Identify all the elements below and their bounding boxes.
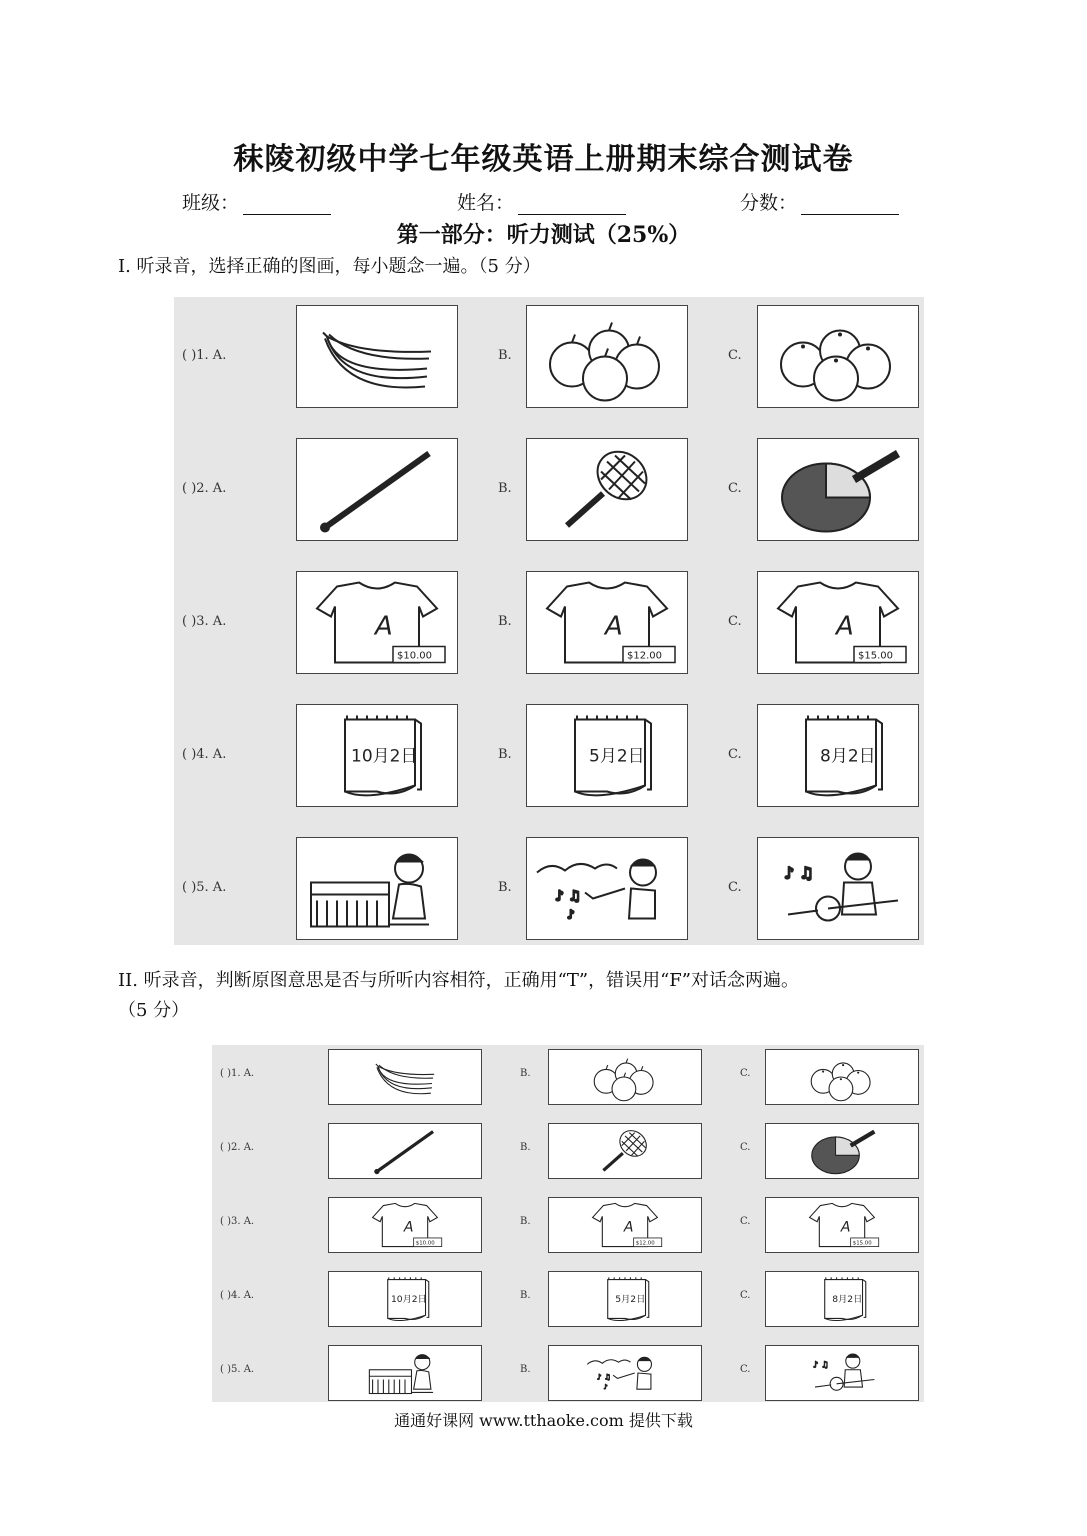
question-3-option-c-picture bbox=[765, 1197, 919, 1253]
name-label: 姓名： bbox=[457, 192, 515, 214]
svg-text:$12.00: $12.00 bbox=[635, 1240, 655, 1247]
svg-text:A: A bbox=[623, 1219, 634, 1236]
question-row-4 bbox=[212, 1271, 924, 1327]
question-2-option-a-label[interactable]: ( )2. A. bbox=[220, 1142, 255, 1153]
question-4-option-b-label: B. bbox=[498, 746, 512, 762]
question-5-option-a-picture bbox=[328, 1345, 482, 1401]
question-row-5 bbox=[174, 837, 924, 940]
question-4-option-b-picture bbox=[548, 1271, 702, 1327]
question-3-option-a-picture bbox=[296, 571, 458, 674]
question-5-option-c-label: C. bbox=[740, 1364, 751, 1375]
question-1-option-a-picture bbox=[296, 305, 458, 408]
svg-text:$10.00: $10.00 bbox=[397, 650, 432, 662]
question-row-3 bbox=[174, 571, 924, 674]
question-5-option-a-picture bbox=[296, 837, 458, 940]
question-3-option-c-label: C. bbox=[740, 1216, 751, 1227]
svg-text:8月2日: 8月2日 bbox=[832, 1294, 863, 1306]
question-4-option-c-label: C. bbox=[728, 746, 742, 762]
question-row-4 bbox=[174, 704, 924, 807]
question-1-option-a-picture bbox=[328, 1049, 482, 1105]
class-label: 班级： bbox=[182, 192, 240, 214]
question-4-option-c-picture bbox=[765, 1271, 919, 1327]
question-4-option-a-label[interactable]: ( )4. A. bbox=[220, 1290, 255, 1301]
question-5-option-b-picture bbox=[526, 837, 688, 940]
svg-text:A: A bbox=[836, 611, 854, 642]
svg-text:5月2日: 5月2日 bbox=[589, 746, 645, 767]
question-row-1 bbox=[174, 305, 924, 408]
svg-text:A: A bbox=[840, 1219, 851, 1236]
question-4-option-b-picture bbox=[526, 704, 688, 807]
svg-text:$10.00: $10.00 bbox=[415, 1240, 435, 1247]
question-row-1 bbox=[212, 1049, 924, 1105]
question-5-option-b-label: B. bbox=[520, 1364, 531, 1375]
question-3-option-b-label: B. bbox=[498, 613, 512, 629]
svg-text:10月2日: 10月2日 bbox=[390, 1294, 427, 1306]
svg-text:8月2日: 8月2日 bbox=[820, 746, 876, 767]
svg-text:♪ ♫: ♪ ♫ bbox=[596, 1372, 611, 1382]
question-4-option-a-picture bbox=[296, 704, 458, 807]
question-5-option-a-label[interactable]: ( )5. A. bbox=[182, 879, 227, 895]
name-blank[interactable] bbox=[518, 194, 626, 215]
score-blank[interactable] bbox=[801, 194, 899, 215]
listening-panel-1 bbox=[174, 297, 924, 945]
page-title: 秣陵初级中学七年级英语上册期末综合测试卷 bbox=[233, 142, 854, 177]
svg-text:5月2日: 5月2日 bbox=[615, 1294, 646, 1306]
question-1-option-b-label: B. bbox=[498, 347, 512, 363]
question-3-option-a-picture bbox=[328, 1197, 482, 1253]
question-4-option-b-label: B. bbox=[520, 1290, 531, 1301]
question-4-option-a-label[interactable]: ( )4. A. bbox=[182, 746, 227, 762]
question-1-option-b-picture bbox=[548, 1049, 702, 1105]
svg-text:$15.00: $15.00 bbox=[858, 650, 893, 662]
question-5-option-b-label: B. bbox=[498, 879, 512, 895]
question-2-option-b-label: B. bbox=[498, 480, 512, 496]
section-2-heading-line1: II. 听录音，判断原图意思是否与所听内容相符，正确用“T”，错误用“F”对话念两遍。 bbox=[118, 970, 799, 991]
question-3-option-b-picture bbox=[526, 571, 688, 674]
question-2-option-b-picture bbox=[526, 438, 688, 541]
question-1-option-b-label: B. bbox=[520, 1068, 531, 1079]
question-2-option-c-picture bbox=[765, 1123, 919, 1179]
question-3-option-a-label[interactable]: ( )3. A. bbox=[182, 613, 227, 629]
question-5-option-c-picture bbox=[765, 1345, 919, 1401]
name-field bbox=[457, 188, 626, 215]
student-info-row bbox=[0, 188, 1087, 218]
question-2-option-c-label: C. bbox=[740, 1142, 751, 1153]
question-2-option-a-label[interactable]: ( )2. A. bbox=[182, 480, 227, 496]
question-3-option-b-picture bbox=[548, 1197, 702, 1253]
listening-panel-2 bbox=[212, 1045, 924, 1402]
question-5-option-c-label: C. bbox=[728, 879, 742, 895]
question-2-option-b-label: B. bbox=[520, 1142, 531, 1153]
question-3-option-b-label: B. bbox=[520, 1216, 531, 1227]
question-2-option-c-label: C. bbox=[728, 480, 742, 496]
question-1-option-c-picture bbox=[765, 1049, 919, 1105]
svg-text:A: A bbox=[375, 611, 393, 642]
question-3-option-a-label[interactable]: ( )3. A. bbox=[220, 1216, 255, 1227]
score-field bbox=[740, 188, 899, 215]
question-row-2 bbox=[212, 1123, 924, 1179]
question-1-option-c-label: C. bbox=[728, 347, 742, 363]
question-4-option-c-label: C. bbox=[740, 1290, 751, 1301]
question-1-option-c-picture bbox=[757, 305, 919, 408]
svg-text:A: A bbox=[403, 1219, 414, 1236]
svg-text:10月2日: 10月2日 bbox=[351, 746, 418, 767]
question-1-option-b-picture bbox=[526, 305, 688, 408]
question-5-option-b-picture bbox=[548, 1345, 702, 1401]
question-4-option-a-picture bbox=[328, 1271, 482, 1327]
question-1-option-a-label[interactable]: ( )1. A. bbox=[182, 347, 227, 363]
question-row-2 bbox=[174, 438, 924, 541]
question-row-3 bbox=[212, 1197, 924, 1253]
svg-text:♪ ♫: ♪ ♫ bbox=[555, 888, 581, 905]
class-field bbox=[182, 188, 331, 215]
svg-text:$12.00: $12.00 bbox=[627, 650, 662, 662]
question-3-option-c-label: C. bbox=[728, 613, 742, 629]
question-2-option-a-picture bbox=[296, 438, 458, 541]
question-2-option-b-picture bbox=[548, 1123, 702, 1179]
question-1-option-a-label[interactable]: ( )1. A. bbox=[220, 1068, 255, 1079]
question-1-option-c-label: C. bbox=[740, 1068, 751, 1079]
part-one-title: 第一部分：听力测试（25%） bbox=[396, 222, 691, 248]
question-5-option-c-picture bbox=[757, 837, 919, 940]
svg-text:♪: ♪ bbox=[603, 1383, 608, 1392]
question-3-option-c-picture bbox=[757, 571, 919, 674]
question-row-5 bbox=[212, 1345, 924, 1401]
section-1-heading: I. 听录音，选择正确的图画，每小题念一遍。（5 分） bbox=[118, 256, 541, 277]
score-label: 分数： bbox=[740, 192, 798, 214]
section-2-heading-line2: （5 分） bbox=[118, 1000, 190, 1021]
svg-text:A: A bbox=[605, 611, 623, 642]
question-4-option-c-picture bbox=[757, 704, 919, 807]
question-2-option-a-picture bbox=[328, 1123, 482, 1179]
footer-credit: 通通好课网 www.tthaoke.com 提供下载 bbox=[394, 1411, 693, 1430]
svg-text:♪ ♫: ♪ ♫ bbox=[784, 863, 814, 883]
svg-text:♪ ♫: ♪ ♫ bbox=[812, 1360, 829, 1371]
class-blank[interactable] bbox=[243, 194, 331, 215]
svg-text:$15.00: $15.00 bbox=[852, 1240, 872, 1247]
question-5-option-a-label[interactable]: ( )5. A. bbox=[220, 1364, 255, 1375]
svg-text:♪: ♪ bbox=[567, 907, 575, 922]
question-2-option-c-picture bbox=[757, 438, 919, 541]
